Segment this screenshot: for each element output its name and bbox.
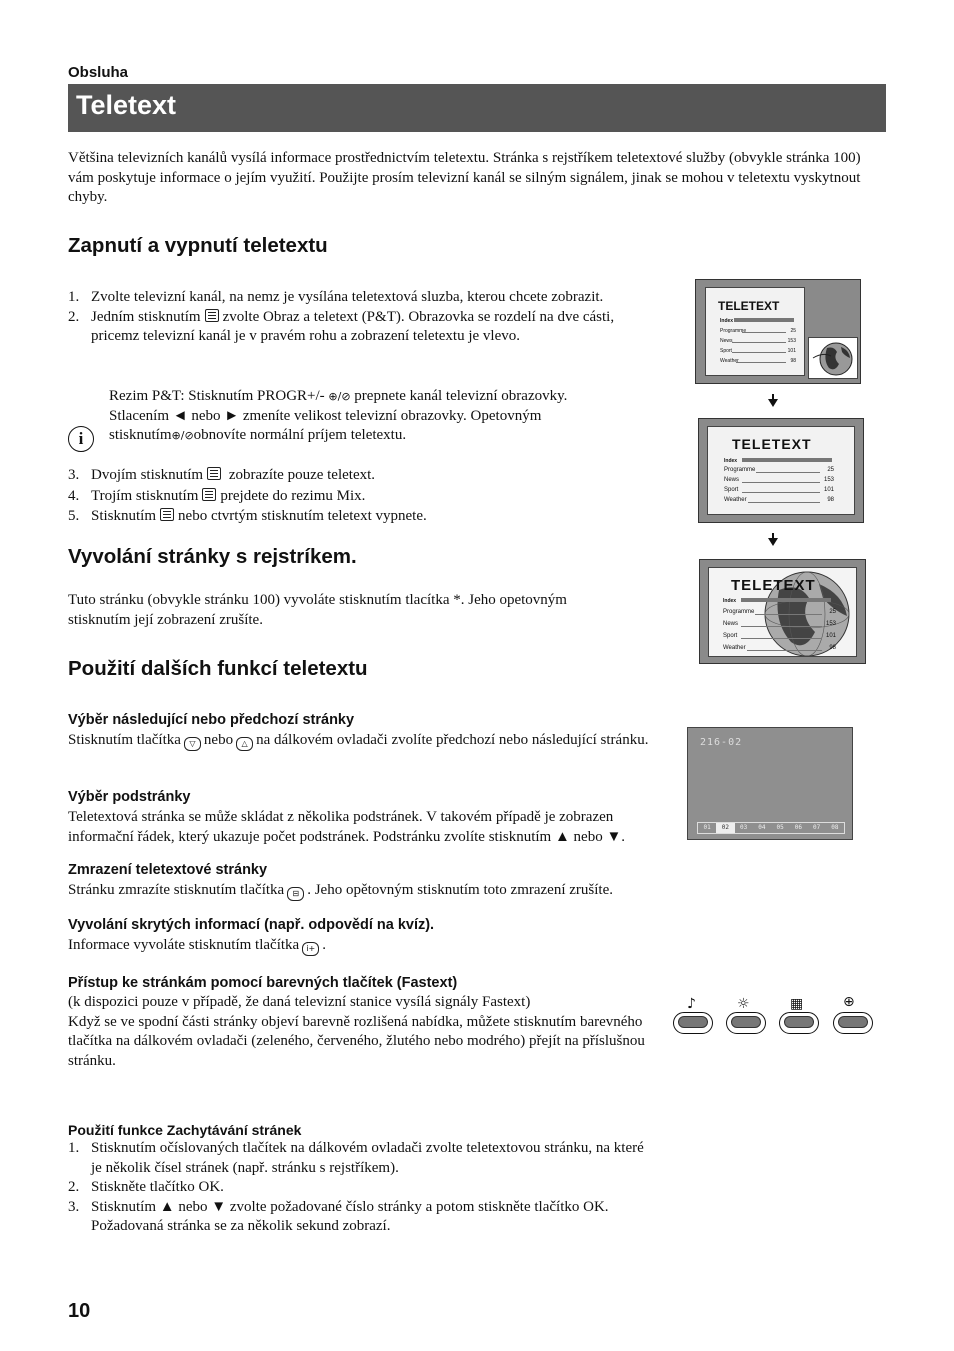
subpage-cell: 06: [794, 824, 802, 831]
list-item: 1. Zvolte televizní kanál, na nemz je vysílána teletextová sluzba, kterou chcete zobrazit.: [68, 289, 604, 305]
tv-split-screen: [695, 279, 861, 384]
heading-on-off: Zapnutí a vypnutí teletextu: [68, 234, 328, 257]
subheading-freeze: Zmrazení teletextové stránky: [68, 862, 268, 878]
page-down-icon: ▽: [184, 737, 201, 751]
pt-toggle-icon: ⊕/⊘: [171, 429, 194, 442]
page-number-readout: 216-02: [700, 737, 743, 748]
steps-on-off: [68, 288, 628, 347]
teletext-title: TELETEXT: [732, 436, 812, 452]
subpage-bar: [697, 822, 845, 834]
arrow-down-icon: [768, 399, 778, 407]
teletext-icon: [202, 488, 216, 501]
intro-paragraph: Většina televizních kanálů vysílá informace prostřednictvím teletextu. Stránka s rejstříkem teletextové služby (obvykle stránka 100) vám poskytuje informace o jejím využití. Použijte prosím televizní kanál se silným signálem, jinak se mohou v teletextu vyskytnout chyby.: [68, 150, 861, 205]
index-bar: [734, 318, 794, 322]
index-label: Index: [724, 458, 738, 464]
teletext-icon: [160, 508, 174, 521]
fastext-paragraph: (k dispozici pouze v případě, že daná televizní stanice vysílá signály Fastext) Když se ve spodní části stránky objeví barevně rozlišená nabídka, můžete stisknutím barevného tlačítka na dálkovém ovladači (zeleného, červeného, žlutého nebo modrého) přejít na příslušnou stránku.: [68, 994, 645, 1069]
tv-teletext-screen: [698, 418, 864, 523]
music-icon: ♪: [687, 996, 696, 1012]
subheading-subpage: Výběr podstránky: [68, 789, 191, 805]
brightness-icon: ☼: [737, 996, 750, 1012]
subpage-cell: 08: [831, 824, 839, 831]
subpage-cell: 01: [703, 824, 711, 831]
reveal-icon: i+: [302, 942, 319, 956]
hidden-info-paragraph: Informace vyvoláte stisknutím tlačítka i+ .: [68, 936, 668, 956]
page-number: 10: [68, 1300, 91, 1322]
list-item: 3. Dvojím stisknutím zobrazíte pouze teletext.: [68, 467, 376, 483]
subpage-cell: 05: [776, 824, 784, 831]
list-item: 4. Trojím stisknutím prejdete do rezimu Mix.: [68, 487, 366, 504]
index-bar: [742, 458, 832, 462]
teletext-icon: [207, 467, 221, 480]
subpage-cell: 04: [758, 824, 766, 831]
hold-icon: ⊟: [287, 887, 304, 901]
teletext-panel: TELETEXT Index Programme 25 News 153 Sport 101 Weather 98: [705, 287, 805, 376]
teletext-title: TELETEXT: [718, 299, 780, 313]
subpage-paragraph: Teletextová stránka se může skládat z několika podstránek. V takovém případě je zobrazen informační řádek, který ukazuje počet podstránek. Podstránku zvolíte stisknutím ▲ nebo ▼.: [68, 809, 626, 845]
pt-note: Rezim P&T: Stisknutím PROGR+/- ⊕/⊘ prepnete kanál televizní obrazovky. Stlacením ◄ nebo ► zmeníte velikost televizní obrazovky. Opetovným stisknutím⊕/⊘obnovíte normální príjem teletextu.: [109, 388, 568, 443]
subheading-fastext: Přístup ke stránkám pomocí barevných tlačítek (Fastext): [68, 975, 458, 991]
next-page-paragraph: Stisknutím tlačítka ▽ nebo △ na dálkovém ovladači zvolíte předchozí nebo následující stránku.: [68, 731, 668, 751]
section-label: Obsluha: [68, 64, 129, 81]
capture-steps: [68, 1139, 653, 1237]
globe-icon: [809, 338, 857, 378]
info-icon: i: [68, 426, 94, 452]
list-item: 1. Stisknutím očíslovaných tlačítek na dálkovém ovladači zvolte teletextovou stránku, na které je několik čísel stránek (např. stránku s rejstříkem).: [68, 1140, 644, 1176]
page-up-icon: △: [236, 737, 253, 751]
list-item: 2. Stiskněte tlačítko OK.: [68, 1179, 224, 1195]
heading-index: Vyvolání stránky s rejstríkem.: [68, 545, 357, 568]
list-item: 3. Stisknutím ▲ nebo ▼ zvolte požadované číslo stránky a potom stiskněte tlačítko OK. Požadovaná stránka se za několik sekund zobrazí.: [68, 1198, 609, 1234]
pt-toggle-icon: ⊕/⊘: [328, 390, 351, 403]
list-item: 2. Jedním stisknutím zvolte Obraz a teletext (P&T). Obrazovka se rozdelí na dve cásti, pricemz televizní kanál je v pravém rohu a zobrazení teletextu je vlevo.: [68, 308, 615, 344]
arrow-down-icon: [768, 538, 778, 546]
fastext-button-red[interactable]: [726, 1012, 766, 1034]
tv-mix-screen: [699, 559, 866, 664]
steps-on-off-2: [68, 466, 628, 527]
subheading-next-page: Výběr následující nebo předchozí stránky: [68, 712, 355, 728]
subheading-capture: Použití funkce Zachytávání stránek: [68, 1122, 302, 1138]
picture-position-icon: ⊕: [843, 994, 855, 1010]
teletext-title: TELETEXT: [731, 577, 816, 594]
freeze-paragraph: Stránku zmrazíte stisknutím tlačítka ⊟ . Jeho opětovným stisknutím toto zmrazení zrušíte.: [68, 881, 688, 901]
subpage-cell: 03: [740, 824, 748, 831]
fastext-button-green[interactable]: [673, 1012, 713, 1034]
teletext-panel: TELETEXT Index Programme 25 News 153 Sport 101 Weather 98: [708, 567, 857, 657]
index-label: Index: [720, 318, 734, 324]
fastext-button-yellow[interactable]: [779, 1012, 819, 1034]
page-title: Teletext: [76, 90, 177, 120]
teletext-grid-icon: ▦: [790, 996, 804, 1012]
index-bar: [741, 598, 831, 602]
subpage-screen: [687, 727, 853, 840]
subheading-hidden-info: Vyvolání skrytých informací (např. odpovědí na kvíz).: [68, 917, 435, 933]
title-banner: [68, 84, 886, 132]
subpage-cell: 02: [716, 823, 734, 833]
index-label: Index: [723, 598, 737, 604]
heading-more-functions: Použití dalších funkcí teletextu: [68, 657, 368, 680]
index-paragraph: Tuto stránku (obvykle stránku 100) vyvoláte stisknutím tlacítka *. Jeho opetovným stisknutím její zobrazení zrušíte.: [68, 592, 567, 628]
subpage-cell: 07: [813, 824, 821, 831]
list-item: 5. Stisknutím nebo ctvrtým stisknutím teletext vypnete.: [68, 508, 427, 524]
teletext-panel: TELETEXT Index Programme 25 News 153 Sport 101 Weather 98: [707, 426, 855, 515]
teletext-icon: [205, 309, 219, 322]
fastext-buttons: [673, 994, 878, 1038]
fastext-button-blue[interactable]: [833, 1012, 873, 1034]
tv-picture-window: [808, 337, 858, 379]
